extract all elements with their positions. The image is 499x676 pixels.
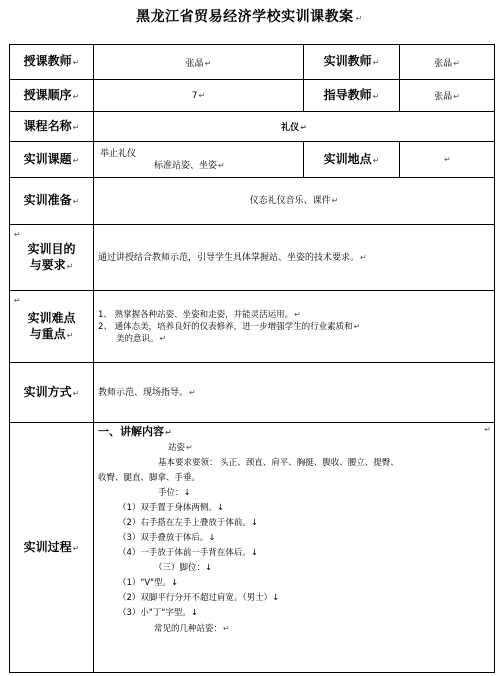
value-lesson-order: 7↵: [94, 80, 304, 112]
value-process: ↵ 一、讲解内容↵ 站姿↵ 基本要求要领： 头正、颈直、肩平、胸挺、腹收、腰立、提臀、 收臀、腿直、脚拿、手垂。 手位：↓ （1）双手置于身体两侧。↓ （2）右手搭在左手上叠放于体前。↓ （3）双手叠放于体后。↓ （4）一手放于体前一手背在体后。↓ （三）脚位：↓ （1）"V"型。↓ （2）双脚平行分开不超过肩宽。（男士）↓ （3）小"丁"字型。↓ 常见的几种站姿：↵: [94, 423, 495, 673]
label-topic: 实训课题↵: [10, 142, 94, 178]
paragraph-mark: ↵: [355, 14, 363, 23]
label-process: 实训过程↵: [10, 423, 94, 673]
lesson-plan-table: [9, 44, 495, 673]
row-teacher: [10, 45, 495, 80]
document-title: [0, 6, 499, 26]
value-topic: 举止礼仪 标准站姿、坐姿↵: [94, 142, 304, 178]
value-preparation: 仪态礼仪音乐、课件↵: [94, 178, 495, 225]
value-method: 教师示范、现场指导。↵: [94, 363, 495, 423]
label-training-teacher: 实训教师↵: [304, 45, 400, 80]
row-process: [10, 423, 495, 673]
row-objectives: [10, 225, 495, 291]
row-preparation: [10, 178, 495, 225]
row-order: [10, 80, 495, 112]
value-instructor: 张晶↵: [94, 45, 304, 80]
label-course-name: 课程名称↵: [10, 112, 94, 142]
value-guide-teacher: 张晶↵: [400, 80, 495, 112]
label-objectives: ↵ 实训目的 与要求↵: [10, 225, 94, 291]
label-guide-teacher: 指导教师↵: [304, 80, 400, 112]
label-preparation: 实训准备↵: [10, 178, 94, 225]
value-objectives: 通过讲授结合教师示范，引导学生具体掌握站、坐姿的技术要求。↵: [94, 225, 495, 291]
row-course-name: [10, 112, 495, 142]
label-key-points: ↵ 实训难点 与重点↵: [10, 291, 94, 363]
label-instructor: 授课教师↵: [10, 45, 94, 80]
process-lines: 站姿↵ 基本要求要领： 头正、颈直、肩平、胸挺、腹收、腰立、提臀、 收臀、腿直、脚拿、手垂。 手位：↓ （1）双手置于身体两侧。↓ （2）右手搭在左手上叠放于体前。↓ （3）双手叠放于体后。↓ （4）一手放于体前一手背在体后。↓ （三）脚位：↓ （1）"V"型。↓ （2）双脚平行分开不超过肩宽。（男士）↓ （3）小"丁"字型。↓ 常见的几种站姿：↵: [98, 443, 399, 634]
label-method: 实训方式↵: [10, 363, 94, 423]
process-heading: 一、讲解内容↵: [98, 425, 172, 438]
row-method: [10, 363, 495, 423]
label-location: 实训地点↵: [304, 142, 400, 178]
label-lesson-order: 授课顺序↵: [10, 80, 94, 112]
value-training-teacher: 张晶↵: [400, 45, 495, 80]
row-key-points: [10, 291, 495, 363]
row-topic: [10, 142, 495, 178]
value-course-name: 礼仪↵: [94, 112, 495, 142]
value-key-points: 1、 熟掌握各种站姿、坐姿和走姿，并能灵活运用。↵ 2、 通体态美，培养良好的仪表修养，进一步增强学生的行业素质和↵ 美的意识。↵: [94, 291, 495, 363]
value-location: ↵: [400, 142, 495, 178]
title-text: 黑龙江省贸易经济学校实训课教案: [136, 9, 354, 25]
